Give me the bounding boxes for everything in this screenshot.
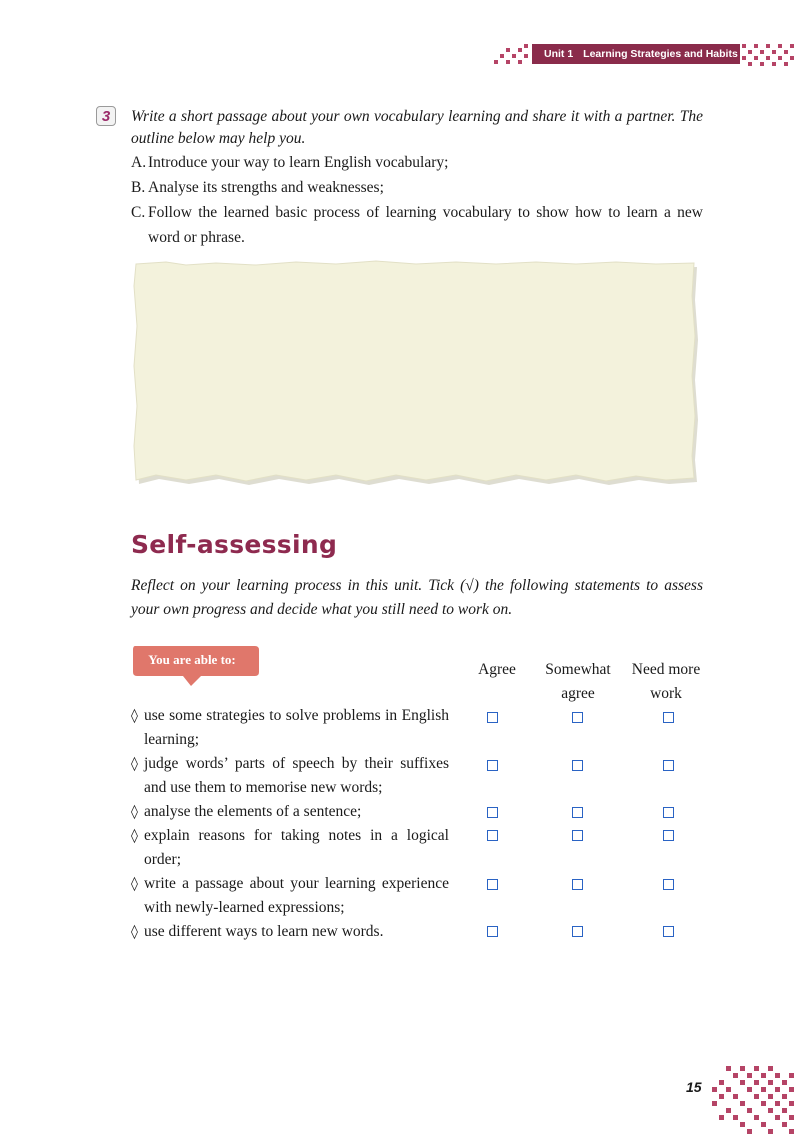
outline-item (131, 200, 703, 250)
outline-letter: A. (131, 154, 147, 171)
statement-row (131, 920, 449, 944)
callout-label: You are able to: (148, 652, 236, 667)
exercise-number-badge: 3 (96, 106, 116, 126)
unit-title: Learning Strategies and Habits (583, 48, 738, 60)
writing-paper-area[interactable] (126, 256, 702, 488)
statement-row (131, 872, 449, 920)
exercise-instruction: Write a short passage about your own vocabulary learning and share it with a partner. The outline below may help you. (131, 108, 703, 147)
checkbox-agree[interactable] (487, 830, 498, 841)
statement (131, 800, 449, 824)
exercise-outline (131, 150, 703, 250)
diamond-bullet-icon: ◊ (131, 876, 138, 892)
header-pixel-decoration-right (740, 42, 800, 68)
diamond-bullet-icon: ◊ (131, 924, 138, 940)
header-pixel-decoration (492, 42, 532, 68)
outline-item (131, 150, 703, 175)
column-header-agree: Agree (478, 661, 516, 678)
statement (131, 872, 449, 920)
statement-text: judge words’ parts of speech by their suffixes and use them to memorise new words; (144, 755, 449, 796)
column-header-need-more-work: Need more work (631, 661, 701, 702)
section-title: Self-assessing (131, 530, 338, 559)
checkbox-somewhat-agree[interactable] (572, 760, 583, 771)
diamond-bullet-icon: ◊ (131, 804, 138, 820)
outline-letter: B. (131, 179, 146, 196)
unit-label: Unit 1 (544, 48, 574, 60)
outline-text: Introduce your way to learn English vocabulary; (148, 154, 449, 171)
checkbox-need-more-work[interactable] (663, 712, 674, 723)
outline-text: Follow the learned basic process of learning vocabulary to show how to learn a new word or phrase. (148, 204, 703, 246)
checkbox-agree[interactable] (487, 926, 498, 937)
checkbox-somewhat-agree[interactable] (572, 926, 583, 937)
statement-text: use some strategies to solve problems in English learning; (144, 707, 449, 748)
statement-row (131, 704, 449, 752)
checkbox-somewhat-agree[interactable] (572, 807, 583, 818)
outline-letter: C. (131, 204, 146, 221)
checkbox-somewhat-agree[interactable] (572, 712, 583, 723)
checkbox-need-more-work[interactable] (663, 926, 674, 937)
statement-text: explain reasons for taking notes in a logical order; (144, 827, 449, 868)
statement (131, 752, 449, 800)
checkbox-need-more-work[interactable] (663, 760, 674, 771)
checkbox-agree[interactable] (487, 807, 498, 818)
outline-item (131, 175, 703, 200)
checkbox-somewhat-agree[interactable] (572, 879, 583, 890)
statement-row (131, 752, 449, 800)
statement-text: write a passage about your learning experience with newly-learned expressions; (144, 875, 449, 916)
checkbox-need-more-work[interactable] (663, 830, 674, 841)
self-assessing-instruction: Reflect on your learning process in this unit. Tick (√) the following statements to assess your own progress and decide what you still need to work on. (131, 577, 703, 618)
column-header-somewhat-agree: Somewhat agree (545, 661, 611, 702)
diamond-bullet-icon: ◊ (131, 708, 138, 724)
checkbox-need-more-work[interactable] (663, 879, 674, 890)
checkbox-agree[interactable] (487, 760, 498, 771)
statement (131, 824, 449, 872)
checkbox-agree[interactable] (487, 712, 498, 723)
statement-text: use different ways to learn new words. (144, 923, 384, 940)
footer-pixel-decoration (706, 1062, 800, 1138)
diamond-bullet-icon: ◊ (131, 828, 138, 844)
checkbox-need-more-work[interactable] (663, 807, 674, 818)
statement (131, 704, 449, 752)
diamond-bullet-icon: ◊ (131, 756, 138, 772)
page-number: 15 (686, 1079, 702, 1095)
statement-text: analyse the elements of a sentence; (144, 803, 362, 820)
statement-row (131, 824, 449, 872)
unit-header-bar (532, 44, 740, 64)
statement-row (131, 800, 449, 824)
statement (131, 920, 449, 944)
checkbox-somewhat-agree[interactable] (572, 830, 583, 841)
outline-text: Analyse its strengths and weaknesses; (148, 179, 384, 196)
checkbox-agree[interactable] (487, 879, 498, 890)
